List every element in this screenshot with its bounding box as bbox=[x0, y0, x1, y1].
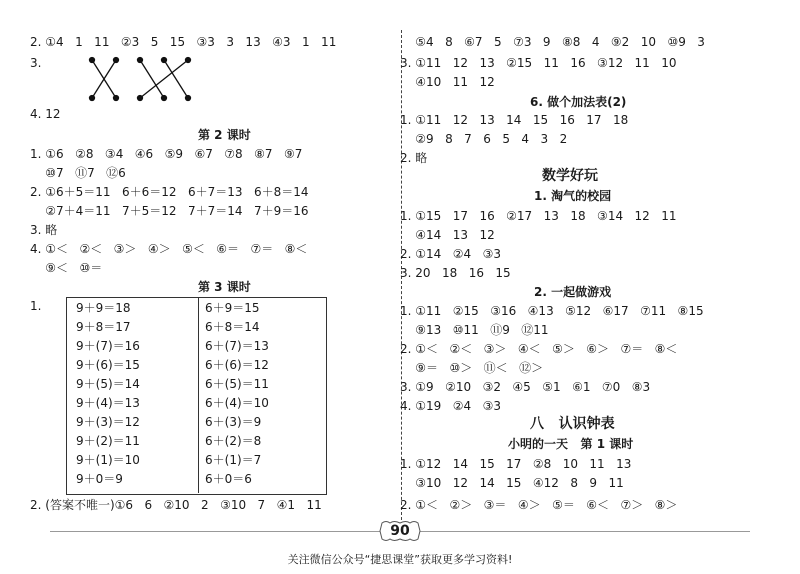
answer-line: ④10 11 12 bbox=[400, 75, 495, 89]
section-heading: 1. 淘气的校园 bbox=[534, 189, 612, 203]
table-cell: 9＋(3)＝12 bbox=[76, 415, 140, 429]
answer-line: 2. ①14 ②4 ③3 bbox=[400, 247, 501, 261]
answer-line: ④14 13 12 bbox=[400, 228, 495, 242]
table-divider bbox=[198, 297, 199, 493]
section-heading: 6. 做个加法表(2) bbox=[530, 95, 627, 109]
section-heading: 数学好玩 bbox=[542, 168, 598, 184]
table-cell: 9＋(2)＝11 bbox=[76, 434, 140, 448]
answer-line: 4. ①＜ ②＜ ③＞ ④＞ ⑤＜ ⑥＝ ⑦＝ ⑧＜ bbox=[30, 242, 308, 256]
table-cell: 9＋(1)＝10 bbox=[76, 453, 140, 467]
table-cell: 6＋8＝14 bbox=[205, 320, 260, 334]
section-heading: 第 3 课时 bbox=[198, 280, 251, 294]
table-cell: 9＋(5)＝14 bbox=[76, 377, 140, 391]
section-heading: 第 2 课时 bbox=[198, 128, 251, 142]
table-cell: 9＋0＝9 bbox=[76, 472, 123, 486]
section-heading: 2. 一起做游戏 bbox=[534, 285, 612, 299]
table-cell: 9＋(7)＝16 bbox=[76, 339, 140, 353]
table-cell: 6＋(4)＝10 bbox=[205, 396, 269, 410]
answer-line: ③10 12 14 15 ④12 8 9 11 bbox=[400, 476, 624, 490]
answer-line: 1. ①11 12 13 14 15 16 17 18 bbox=[400, 113, 629, 127]
answer-line: 1. bbox=[30, 299, 42, 313]
answer-line: 2. ①6＋5＝11 6＋6＝12 6＋7＝13 6＋8＝14 bbox=[30, 185, 309, 199]
answer-line: 1. ①12 14 15 17 ②8 10 11 13 bbox=[400, 457, 632, 471]
answer-line: 4. 12 bbox=[30, 107, 61, 121]
table-cell: 6＋(1)＝7 bbox=[205, 453, 262, 467]
answer-line: 1. ①15 17 16 ②17 13 18 ③14 12 11 bbox=[400, 209, 677, 223]
answer-line: 2. 略 bbox=[400, 151, 428, 165]
table-cell: 9＋8＝17 bbox=[76, 320, 131, 334]
table-cell: 6＋(7)＝13 bbox=[205, 339, 269, 353]
answer-line: 2. ①4 1 11 ②3 5 15 ③3 3 13 ④3 1 11 bbox=[30, 35, 337, 49]
answer-line: 3. bbox=[30, 56, 42, 70]
table-cell: 6＋(6)＝12 bbox=[205, 358, 269, 372]
answer-line: ⑤4 8 ⑥7 5 ⑦3 9 ⑧8 4 ⑨2 10 ⑩9 3 bbox=[400, 35, 705, 49]
answer-line: ②7＋4＝11 7＋5＝12 7＋7＝14 7＋9＝16 bbox=[30, 204, 309, 218]
answer-line: ⑩7 ⑪7 ⑫6 bbox=[30, 166, 126, 180]
answer-line: 1. ①11 ②15 ③16 ④13 ⑤12 ⑥17 ⑦11 ⑧15 bbox=[400, 304, 704, 318]
table-cell: 9＋9＝18 bbox=[76, 301, 131, 315]
answer-line: ②9 8 7 6 5 4 3 2 bbox=[400, 132, 568, 146]
answer-line: 2. ①＜ ②＜ ③＞ ④＜ ⑤＞ ⑥＞ ⑦＝ ⑧＜ bbox=[400, 342, 678, 356]
answer-line: 4. ①19 ②4 ③3 bbox=[400, 399, 501, 413]
answer-line: ⑨13 ⑩11 ⑪9 ⑫11 bbox=[400, 323, 549, 337]
answer-line: 3. 20 18 16 15 bbox=[400, 266, 511, 280]
section-heading: 八 认识钟表 bbox=[530, 416, 615, 432]
table-cell: 6＋(2)＝8 bbox=[205, 434, 262, 448]
table-cell: 9＋(6)＝15 bbox=[76, 358, 140, 372]
answer-line: 3. 略 bbox=[30, 223, 58, 237]
table-cell: 6＋9＝15 bbox=[205, 301, 260, 315]
table-cell: 9＋(4)＝13 bbox=[76, 396, 140, 410]
section-heading: 小明的一天 第 1 课时 bbox=[508, 437, 634, 451]
footer-text: 关注微信公众号“捷思课堂”获取更多学习资料! bbox=[287, 553, 513, 566]
answer-line: 2. (答案不唯一)①6 6 ②10 2 ③10 7 ④1 11 bbox=[30, 498, 322, 512]
table-cell: 6＋(5)＝11 bbox=[205, 377, 269, 391]
table-cell: 6＋(3)＝9 bbox=[205, 415, 262, 429]
answer-line: ⑨＝ ⑩＞ ⑪＜ ⑫＞ bbox=[400, 361, 544, 375]
table-cell: 6＋0＝6 bbox=[205, 472, 252, 486]
page-number: 90 bbox=[390, 523, 410, 539]
answer-line: 2. ①＜ ②＞ ③＝ ④＞ ⑤＝ ⑥＜ ⑦＞ ⑧＞ bbox=[400, 498, 678, 512]
matching-diagram bbox=[80, 52, 200, 104]
answer-line: 3. ①11 12 13 ②15 11 16 ③12 11 10 bbox=[400, 56, 677, 70]
answer-line: 3. ①9 ②10 ③2 ④5 ⑤1 ⑥1 ⑦0 ⑧3 bbox=[400, 380, 651, 394]
answer-line: 1. ①6 ②8 ③4 ④6 ⑤9 ⑥7 ⑦8 ⑧7 ⑨7 bbox=[30, 147, 303, 161]
answer-line: ⑨＜ ⑩＝ bbox=[30, 261, 103, 275]
